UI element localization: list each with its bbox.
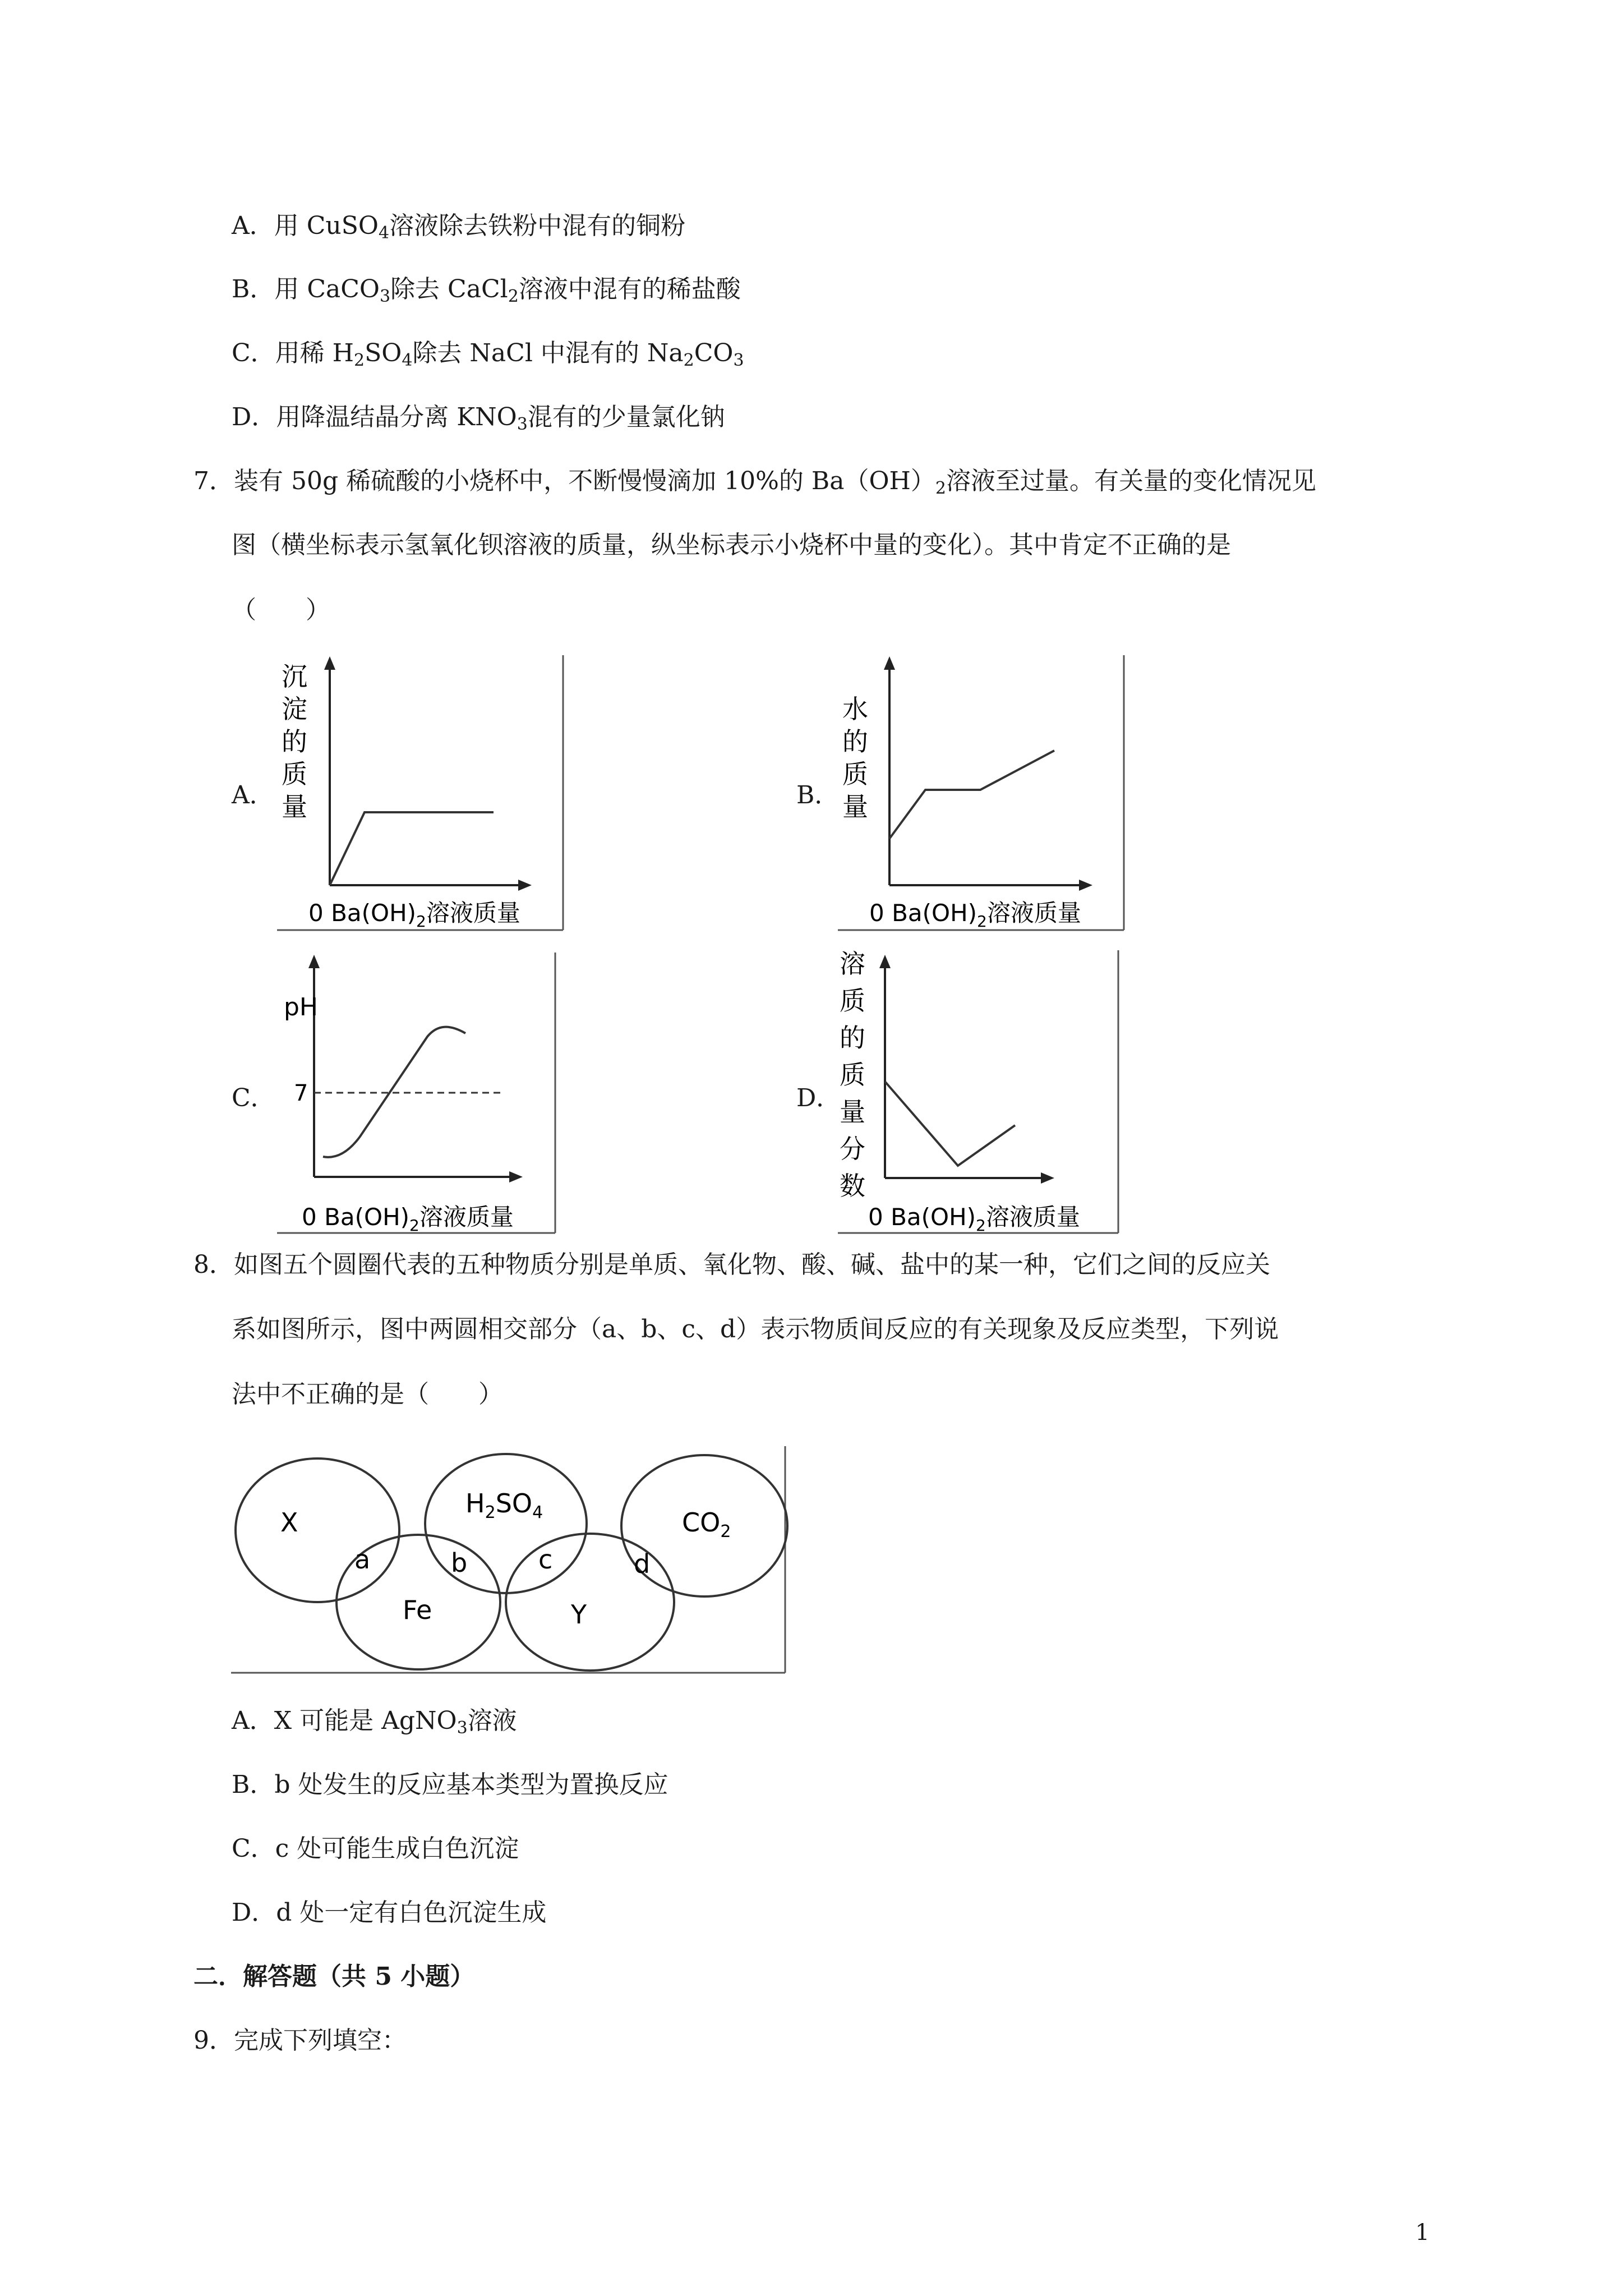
graph-a-ylabel-5: 量 [282,792,307,822]
graph-d-ylabel-1: 溶 [840,949,865,979]
diagram-co2-label: $CO_2$ [682,1507,731,1542]
q8-option-d: D．d 处一定有白色沉淀生成 [232,1898,547,1927]
q6-option-c: C．用稀 $H_2SO_4$除去 NaCl 中混有的 $Na_2CO_3$ [232,339,744,370]
graph-d-label: D． [796,1084,841,1112]
page-number: 1 [1415,2220,1430,2246]
graph-c-label: C． [232,1084,275,1112]
q8-stem-line2: 系如图所示，图中两圆相交部分（a、b、c、d）表示物质间反应的有关现象及反应类型，下列说 [232,1315,1279,1343]
graph-a-ylabel-2: 淀 [282,694,307,724]
q8-stem-line1: 8．如图五个圆圈代表的五种物质分别是单质、氧化物、酸、碱、盐中的某一种，它们之间的反应关 [193,1250,1270,1279]
q7-stem-line2: 图（横坐标表示氢氧化钡溶液的质量，纵坐标表示小烧杯中量的变化）。其中肯定不正确的是 [232,531,1231,559]
diagram-region-c: c [538,1544,553,1575]
q7-stem-line3: （ ） [232,596,330,624]
diagram-region-a: a [354,1544,371,1575]
graph-c [269,948,572,1240]
graph-a-ylabel-4: 质 [282,759,307,789]
q8-stem-line3: 法中不正确的是（ ） [232,1380,503,1409]
graph-d-xlabel: 0 $Ba(OH)_2$溶液质量 [868,1203,1080,1235]
graph-a-ylabel-1: 沉 [282,661,307,692]
graph-d-ylabel-4: 质 [840,1060,865,1090]
q9-stem: 9．完成下列填空： [193,2026,407,2055]
circle-h2so4 [425,1454,587,1593]
graph-d [830,948,1133,1240]
graph-a [269,651,572,937]
section-heading: 二．解答题（共 5 小题） [193,1962,475,1991]
graph-a-label: A． [232,781,274,809]
q8-option-a: A．X 可能是 AgNO$_3$溶液 [232,1706,517,1738]
graph-d-ylabel-7: 数 [840,1171,865,1201]
graph-d-ylabel-2: 质 [840,986,865,1016]
graph-b-label: B． [796,781,840,809]
graph-b [830,651,1133,937]
graph-a-ylabel-3: 的 [282,726,307,757]
graph-b-ylabel-4: 量 [842,792,868,822]
q6-option-a: A．用 CuSO$_4$溶液除去铁粉中混有的铜粉 [232,211,686,243]
graph-c-xlabel: 0 $Ba(OH)_2$溶液质量 [302,1203,514,1235]
diagram-x-label: X [280,1507,298,1538]
q7-stem-line1: 7．装有 50g 稀硫酸的小烧杯中，不断慢慢滴加 10%的 $Ba(OH)_2$溶液至过量。有关量的变化情况见 [193,467,1316,498]
graph-d-ylabel-3: 的 [840,1023,865,1053]
graph-d-ylabel-5: 量 [840,1097,865,1127]
q6-option-d: D．用降温结晶分离 $KNO_3$混有的少量氯化钠 [232,403,725,434]
circle-x [236,1458,399,1602]
diagram-h2so4-label: $H_2SO_4$ [465,1488,543,1522]
q8-circle-diagram [224,1442,796,1688]
graph-b-ylabel-1: 水 [842,694,868,724]
graph-a-xlabel: 0 $Ba(OH)_2$溶液质量 [308,899,520,931]
q6-option-b: B．用 CaCO$_3$除去 CaCl$_2$溶液中混有的稀盐酸 [232,275,741,306]
q8-option-c: C．c 处可能生成白色沉淀 [232,1834,519,1863]
diagram-region-b: b [451,1548,468,1578]
graph-b-xlabel: 0 $Ba(OH)_2$溶液质量 [869,899,1081,931]
graph-b-ylabel-2: 的 [842,726,868,757]
graph-c-ylabel: pH [284,993,319,1022]
q8-option-b: B．b 处发生的反应基本类型为置换反应 [232,1770,668,1799]
graph-c-tick-7: 7 [294,1080,308,1106]
diagram-fe-label: Fe [403,1595,432,1625]
diagram-y-label: Y [571,1599,587,1630]
graph-d-ylabel-6: 分 [840,1134,865,1164]
graph-b-ylabel-3: 质 [842,759,868,789]
diagram-region-d: d [634,1549,651,1579]
